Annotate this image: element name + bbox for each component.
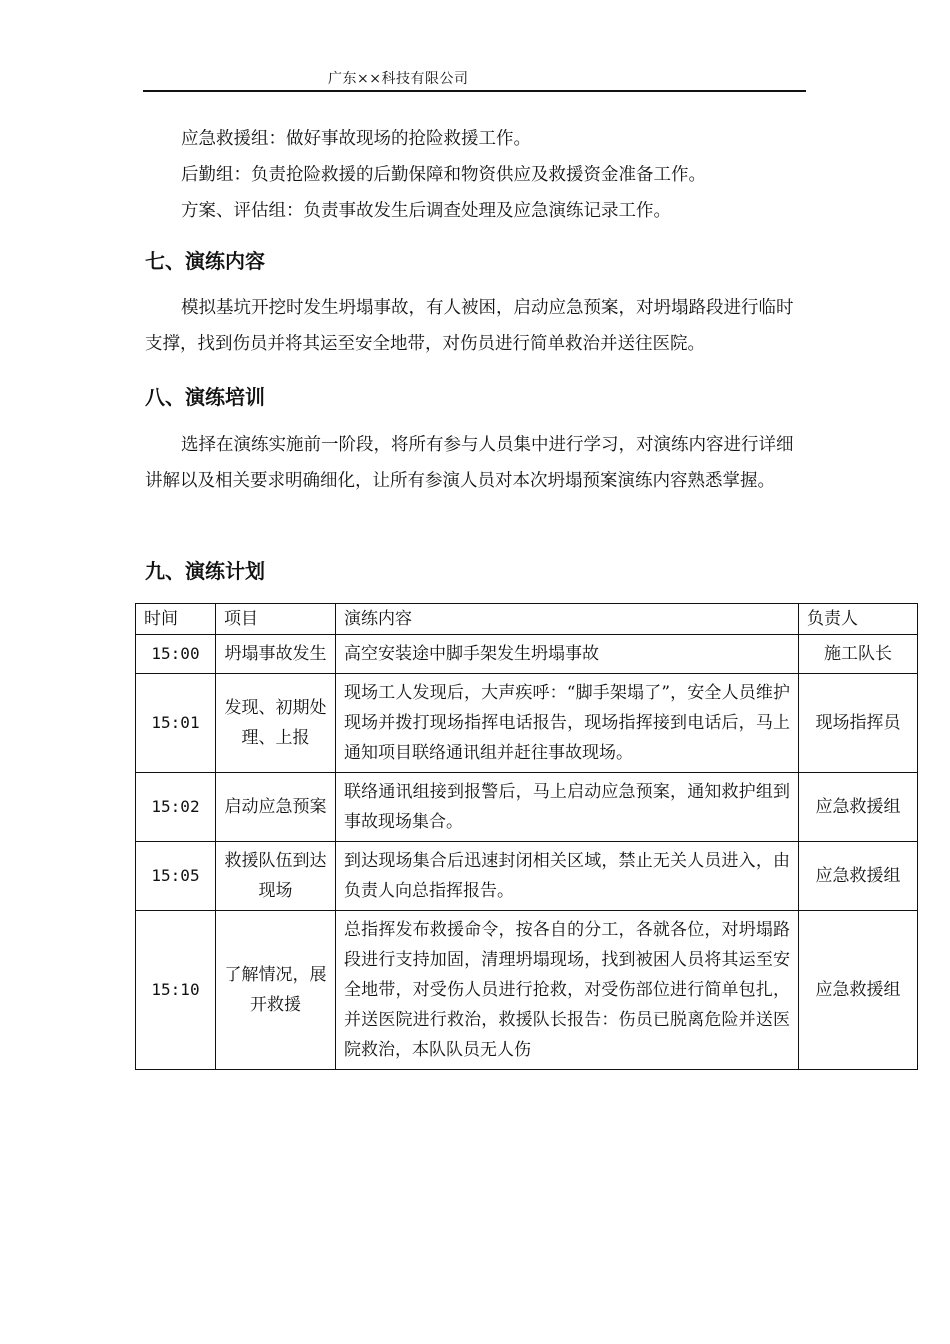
row-owner: 现场指挥员: [799, 674, 918, 773]
row-time: 15:00: [136, 635, 216, 674]
intro-paragraph-evaluation: 方案、评估组：负责事故发生后调查处理及应急演练记录工作。: [181, 201, 671, 221]
row-owner: 应急救援组: [799, 773, 918, 842]
row-time: 15:05: [136, 842, 216, 911]
row-content: 总指挥发布救援命令，按各自的分工，各就各位，对坍塌路段进行支持加固，清理坍塌现场，找到被困人员将其运至安全地带，对受伤人员进行抢救，对受伤部位进行简单包扎，并送医院进行救治，救援队长报告：伤员已脱离危险并送医院救治，本队队员无人伤: [336, 911, 799, 1070]
row-time: 15:02: [136, 773, 216, 842]
header-owner: 负责人: [799, 604, 918, 635]
row-owner: 施工队长: [799, 635, 918, 674]
row-item: 发现、初期处理、上报: [216, 674, 336, 773]
section-9-title: 九、演练计划: [145, 559, 265, 583]
row-owner: 应急救援组: [799, 842, 918, 911]
row-time: 15:01: [136, 674, 216, 773]
table-row: [136, 773, 918, 842]
table-row: [136, 674, 918, 773]
table-row: [136, 635, 918, 674]
intro-paragraph-logistics: 后勤组：负责抢险救援的后勤保障和物资供应及救援资金准备工作。: [181, 165, 706, 185]
section-7-title: 七、演练内容: [145, 249, 265, 273]
table-header-row: [136, 604, 918, 635]
header-item: 项目: [216, 604, 336, 635]
row-content: 高空安装途中脚手架发生坍塌事故: [336, 635, 799, 674]
row-item: 了解情况，展开救援: [216, 911, 336, 1070]
row-time: 15:10: [136, 911, 216, 1070]
company-name: 广东××科技有限公司: [328, 71, 469, 87]
row-content: 到达现场集合后迅速封闭相关区域，禁止无关人员进入，由负责人向总指挥报告。: [336, 842, 799, 911]
row-item: 启动应急预案: [216, 773, 336, 842]
header-time: 时间: [136, 604, 216, 635]
row-item: 坍塌事故发生: [216, 635, 336, 674]
intro-paragraph-rescue: 应急救援组：做好事故现场的抢险救援工作。: [181, 129, 531, 149]
row-content: 联络通讯组接到报警后，马上启动应急预案，通知救护组到事故现场集合。: [336, 773, 799, 842]
page-header: [143, 66, 806, 92]
section-8-body: 选择在演练实施前一阶段，将所有参与人员集中进行学习，对演练内容进行详细讲解以及相关要求明确细化，让所有参演人员对本次坍塌预案演练内容熟悉掌握。: [145, 435, 794, 491]
table-row: [136, 911, 918, 1070]
section-7-body: 模拟基坑开挖时发生坍塌事故，有人被困，启动应急预案，对坍塌路段进行临时支撑，找到伤员并将其运至安全地带，对伤员进行简单救治并送往医院。: [145, 298, 794, 354]
table-row: [136, 842, 918, 911]
row-owner: 应急救援组: [799, 911, 918, 1070]
section-8-title: 八、演练培训: [145, 385, 265, 409]
row-content: 现场工人发现后，大声疾呼：“脚手架塌了”，安全人员维护现场并拨打现场指挥电话报告，现场指挥接到电话后，马上通知项目联络通讯组并赶往事故现场。: [336, 674, 799, 773]
row-item: 救援队伍到达现场: [216, 842, 336, 911]
drill-plan-table: [135, 603, 918, 1070]
header-content: 演练内容: [336, 604, 799, 635]
